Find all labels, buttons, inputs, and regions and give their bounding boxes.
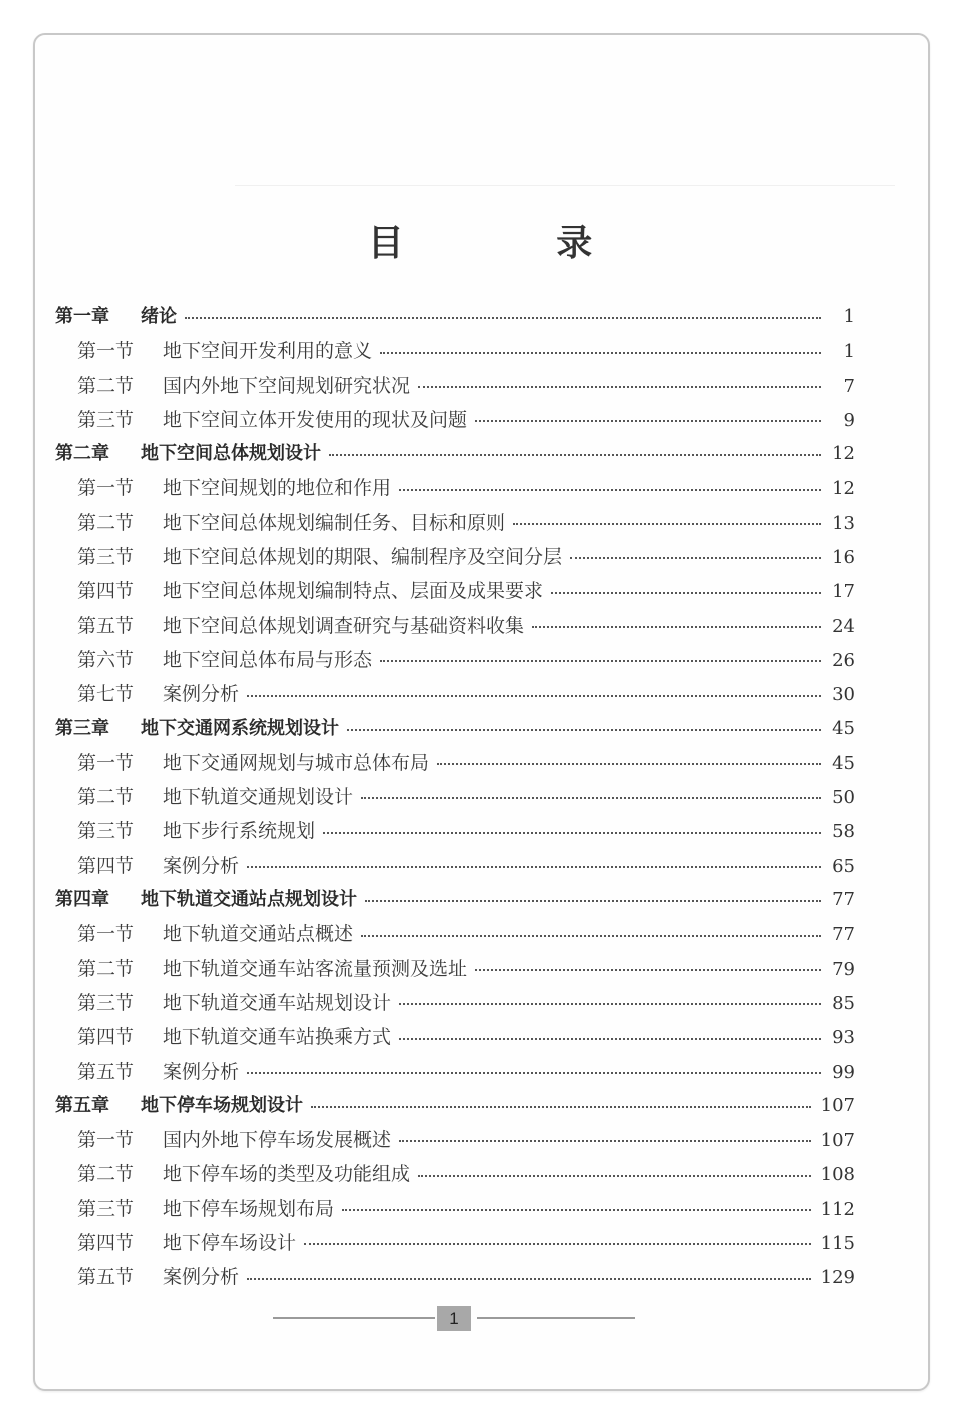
entry-title: 绪论 (141, 306, 177, 327)
toc-section-entry[interactable] (55, 1055, 855, 1089)
entry-number: 第三节 (77, 546, 135, 569)
entry-number: 第二节 (77, 511, 135, 534)
entry-number: 第三节 (77, 820, 135, 843)
entry-page-number: 1 (843, 341, 855, 363)
dot-leader (475, 969, 821, 971)
footer-rule-right (477, 1317, 635, 1319)
toc-section-entry[interactable] (55, 1123, 855, 1157)
toc-chapter-entry[interactable] (55, 712, 855, 746)
dot-leader (380, 660, 821, 662)
entry-title: 地下停车场规划设计 (141, 1094, 303, 1116)
entry-number: 第一节 (77, 1129, 135, 1152)
dot-leader (418, 1175, 811, 1177)
entry-number: 第一节 (77, 340, 135, 363)
entry-title: 地下轨道交通规划设计 (163, 786, 354, 809)
entry-page-number: 50 (832, 787, 855, 809)
entry-number: 第七节 (77, 683, 135, 706)
entry-page-number: 1 (843, 306, 855, 327)
toc-chapter-entry[interactable] (55, 300, 855, 334)
entry-number: 第一节 (77, 923, 135, 946)
dot-leader (247, 1072, 821, 1074)
dot-leader (247, 866, 821, 868)
entry-number: 第五节 (77, 1060, 135, 1083)
entry-page-number: 7 (843, 375, 855, 397)
entry-title: 案例分析 (163, 1060, 240, 1083)
entry-title: 国内外地下空间规划研究状况 (163, 374, 411, 397)
entry-title: 地下空间总体布局与形态 (163, 648, 373, 671)
entry-page-number: 129 (820, 1267, 855, 1289)
entry-title: 地下轨道交通站点规划设计 (141, 889, 357, 911)
entry-number: 第六节 (77, 648, 135, 671)
dot-leader (342, 1209, 811, 1211)
entry-number: 第三节 (77, 991, 135, 1014)
dot-leader (365, 900, 821, 902)
entry-page-number: 17 (832, 581, 855, 603)
dot-leader (399, 1003, 821, 1005)
toc-section-entry[interactable] (55, 506, 855, 540)
entry-page-number: 99 (832, 1061, 855, 1083)
toc-section-entry[interactable] (55, 1226, 855, 1260)
entry-title: 地下轨道交通站点概述 (163, 923, 354, 946)
entry-page-number: 13 (832, 512, 855, 534)
entry-title: 地下步行系统规划 (163, 820, 316, 843)
entry-page-number: 108 (820, 1164, 855, 1186)
toc-section-entry[interactable] (55, 1020, 855, 1054)
dot-leader (551, 592, 821, 594)
entry-number: 第四节 (77, 1232, 135, 1255)
entry-title: 地下轨道交通车站客流量预测及选址 (163, 957, 468, 980)
entry-number: 第三节 (77, 1197, 135, 1220)
entry-number: 第四节 (77, 854, 135, 877)
dot-leader (185, 317, 821, 319)
toc-section-entry[interactable] (55, 814, 855, 848)
entry-title: 地下空间规划的地位和作用 (163, 477, 392, 500)
table-of-contents (55, 300, 855, 1295)
entry-page-number: 77 (832, 889, 855, 911)
toc-section-entry[interactable] (55, 986, 855, 1020)
dot-leader (311, 1106, 811, 1108)
entry-title: 地下轨道交通车站规划设计 (163, 991, 392, 1014)
toc-section-entry[interactable] (55, 609, 855, 643)
dot-leader (399, 1038, 821, 1040)
entry-number: 第二章 (55, 443, 109, 465)
entry-number: 第二节 (77, 374, 135, 397)
entry-number: 第四节 (77, 580, 135, 603)
entry-title: 地下交通网系统规划设计 (141, 717, 339, 739)
toc-section-entry[interactable] (55, 540, 855, 574)
toc-section-entry[interactable] (55, 917, 855, 951)
toc-section-entry[interactable] (55, 1157, 855, 1191)
entry-number: 第一节 (77, 477, 135, 500)
entry-title: 案例分析 (163, 1266, 240, 1289)
entry-page-number: 45 (832, 752, 855, 774)
toc-section-entry[interactable] (55, 849, 855, 883)
toc-section-entry[interactable] (55, 1192, 855, 1226)
toc-section-entry[interactable] (55, 952, 855, 986)
entry-number: 第一章 (55, 306, 109, 327)
entry-page-number: 115 (820, 1233, 855, 1255)
entry-number: 第五节 (77, 614, 135, 637)
entry-title: 地下空间立体开发使用的现状及问题 (163, 408, 468, 431)
entry-page-number: 65 (832, 855, 855, 877)
dot-leader (475, 420, 821, 422)
entry-page-number: 45 (832, 717, 855, 739)
entry-page-number: 107 (820, 1094, 855, 1116)
toc-section-entry[interactable] (55, 403, 855, 437)
entry-page-number: 112 (820, 1198, 855, 1220)
entry-title: 地下停车场规划布局 (163, 1197, 335, 1220)
entry-page-number: 12 (832, 443, 855, 465)
entry-title: 地下空间总体规划的期限、编制程序及空间分层 (163, 546, 563, 569)
entry-number: 第二节 (77, 1163, 135, 1186)
toc-section-entry[interactable] (55, 1260, 855, 1294)
dot-leader (513, 523, 821, 525)
dot-leader (532, 626, 821, 628)
toc-section-entry[interactable] (55, 643, 855, 677)
entry-title: 地下停车场的类型及功能组成 (163, 1163, 411, 1186)
entry-number: 第四节 (77, 1026, 135, 1049)
toc-section-entry[interactable] (55, 334, 855, 368)
dot-leader (247, 695, 821, 697)
entry-title: 地下空间开发利用的意义 (163, 340, 373, 363)
dot-leader (304, 1243, 811, 1245)
entry-page-number: 77 (832, 924, 855, 946)
entry-page-number: 85 (832, 992, 855, 1014)
entry-number: 第三章 (55, 717, 109, 739)
page-number-badge: 1 (437, 1306, 471, 1331)
entry-page-number: 58 (832, 821, 855, 843)
toc-chapter-entry[interactable] (55, 883, 855, 917)
dot-leader (380, 352, 821, 354)
entry-title: 国内外地下停车场发展概述 (163, 1129, 392, 1152)
entry-number: 第四章 (55, 889, 109, 911)
dot-leader (437, 763, 821, 765)
entry-title: 地下空间总体规划编制特点、层面及成果要求 (163, 580, 544, 603)
toc-chapter-entry[interactable] (55, 1089, 855, 1123)
entry-number: 第三节 (77, 408, 135, 431)
footer-rule-left (273, 1317, 435, 1319)
entry-title: 案例分析 (163, 683, 240, 706)
dot-leader (570, 557, 821, 559)
entry-title: 地下空间总体规划调查研究与基础资料收集 (163, 614, 525, 637)
toc-title: 目 录 (367, 222, 663, 264)
entry-page-number: 93 (832, 1027, 855, 1049)
toc-section-entry[interactable] (55, 780, 855, 814)
entry-page-number: 107 (820, 1130, 855, 1152)
entry-title: 地下空间总体规划设计 (141, 443, 321, 465)
entry-title: 案例分析 (163, 854, 240, 877)
entry-number: 第二节 (77, 786, 135, 809)
entry-page-number: 26 (832, 649, 855, 671)
toc-section-entry[interactable] (55, 574, 855, 608)
dot-leader (247, 1278, 811, 1280)
dot-leader (361, 935, 821, 937)
entry-page-number: 12 (832, 478, 855, 500)
bleed-through-line (235, 185, 895, 186)
entry-number: 第二节 (77, 957, 135, 980)
entry-number: 第五节 (77, 1266, 135, 1289)
entry-title: 地下停车场设计 (163, 1232, 297, 1255)
dot-leader (361, 797, 821, 799)
dot-leader (323, 832, 821, 834)
toc-chapter-entry[interactable] (55, 437, 855, 471)
entry-page-number: 9 (843, 409, 855, 431)
toc-section-entry[interactable] (55, 677, 855, 711)
dot-leader (418, 386, 821, 388)
toc-section-entry[interactable] (55, 471, 855, 505)
toc-section-entry[interactable] (55, 369, 855, 403)
entry-page-number: 24 (832, 615, 855, 637)
entry-page-number: 30 (832, 684, 855, 706)
entry-number: 第五章 (55, 1094, 109, 1116)
toc-section-entry[interactable] (55, 746, 855, 780)
entry-title: 地下空间总体规划编制任务、目标和原则 (163, 511, 506, 534)
entry-number: 第一节 (77, 751, 135, 774)
entry-title: 地下交通网规划与城市总体布局 (163, 751, 430, 774)
dot-leader (329, 454, 821, 456)
dot-leader (399, 1140, 811, 1142)
dot-leader (347, 729, 821, 731)
entry-title: 地下轨道交通车站换乘方式 (163, 1026, 392, 1049)
entry-page-number: 16 (832, 547, 855, 569)
dot-leader (399, 489, 821, 491)
entry-page-number: 79 (832, 958, 855, 980)
page-footer (0, 1305, 960, 1331)
